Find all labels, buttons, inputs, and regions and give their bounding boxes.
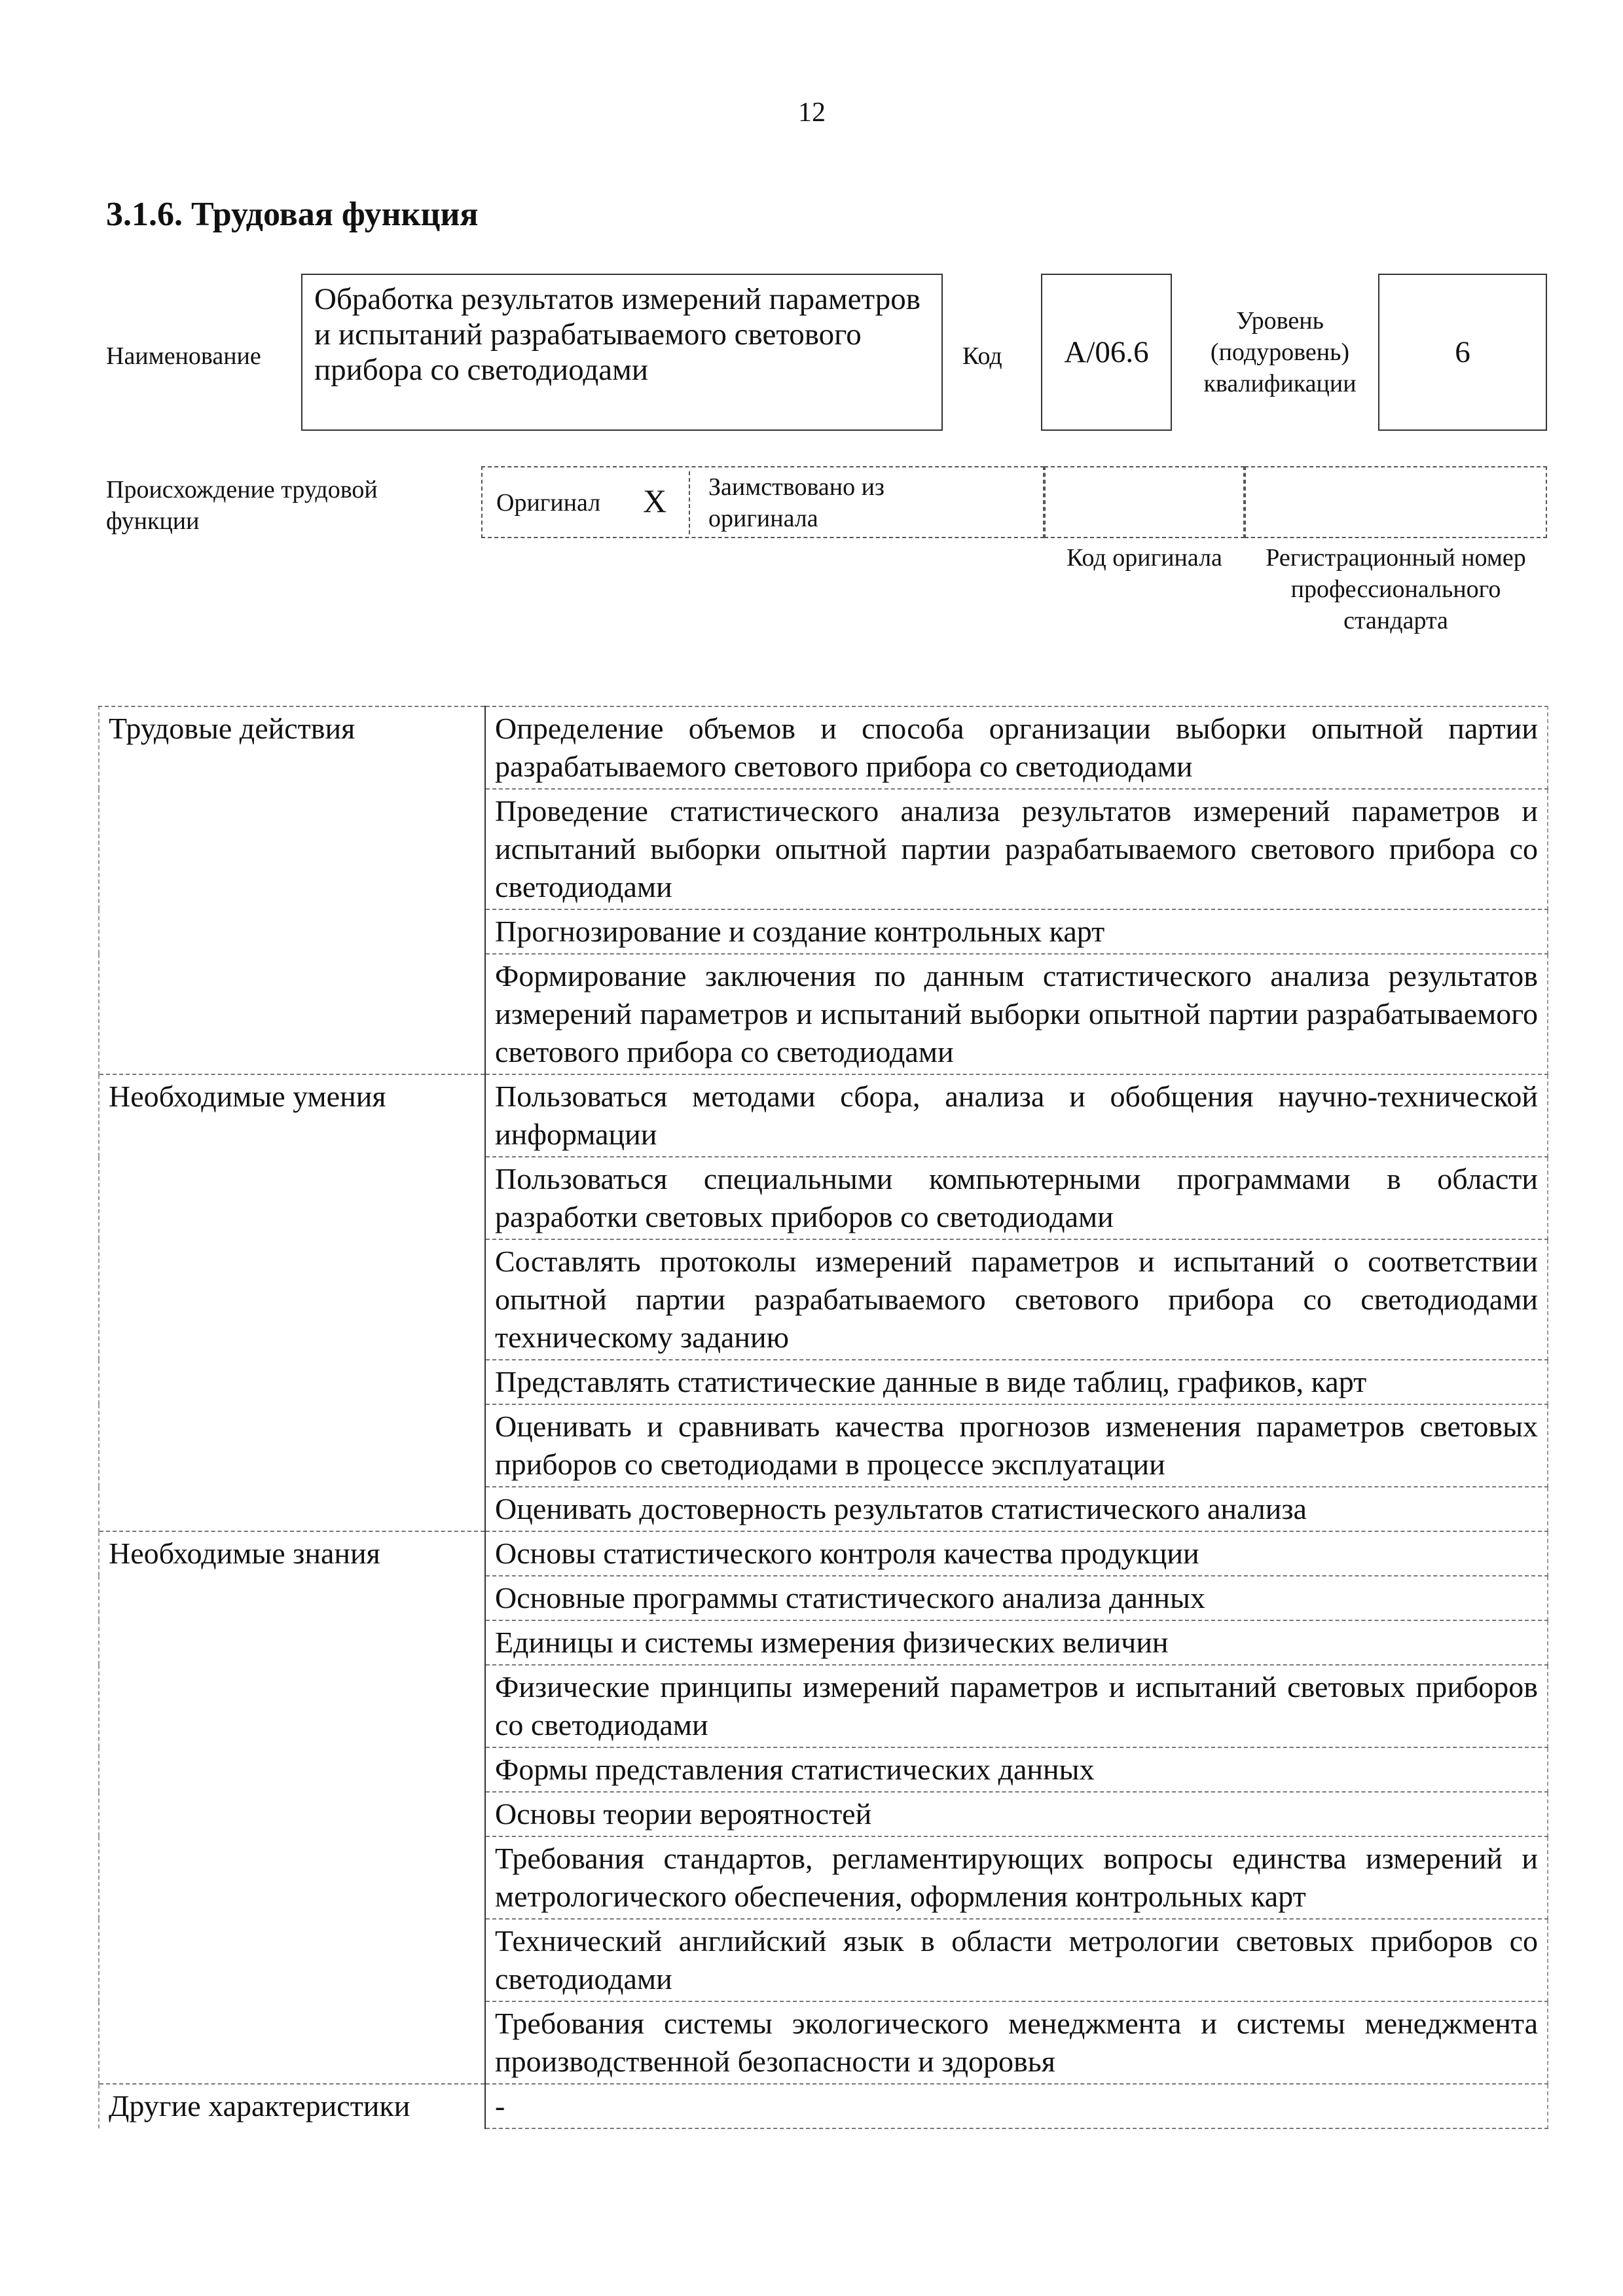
origin-label: Происхождение трудовой функции [106, 476, 378, 535]
reg-number-caption: Регистрационный номер профессионального стандарта [1266, 544, 1526, 634]
section-item: Формы представления статистических данных [485, 1747, 1548, 1792]
section-item: Составлять протоколы измерений параметров и испытаний о соответствии опытной партии разрабатываемого светового прибора со светодиодами техническому заданию [485, 1239, 1548, 1360]
table-row [99, 706, 1548, 789]
name-label: Наименование [106, 342, 261, 370]
level-value: 6 [1455, 335, 1470, 369]
code-original-box [1044, 466, 1245, 538]
section-label: Другие характеристики [99, 2084, 485, 2128]
page-number: 12 [798, 98, 826, 128]
qualification-level-label: Уровень (подуровень) квалификации [1203, 307, 1357, 397]
section-item: Пользоваться специальными компьютерными программами в области разработки световых приборов со светодиодами [485, 1157, 1548, 1239]
section-item: Пользоваться методами сбора, анализа и обобщения научно-технической информации [485, 1074, 1548, 1157]
code-original-caption: Код оригинала [1067, 544, 1222, 572]
section-item: Требования системы экологического менеджмента и системы менеджмента производственной безопасности и здоровья [485, 2001, 1548, 2084]
section-item: Основы статистического контроля качества продукции [485, 1531, 1548, 1576]
section-item: Проведение статистического анализа результатов измерений параметров и испытаний выборки опытной партии разрабатываемого светового прибора со светодиодами [485, 789, 1548, 909]
section-item: Требования стандартов, регламентирующих вопросы единства измерений и метрологического обеспечения, оформления контрольных карт [485, 1836, 1548, 1919]
code-box [1041, 274, 1172, 431]
original-mark: X [643, 483, 667, 519]
section-item: Оценивать и сравнивать качества прогнозов изменения параметров световых приборов со светодиодами в процессе эксплуатации [485, 1404, 1548, 1487]
section-item: Определение объемов и способа организации выборки опытной партии разрабатываемого светового прибора со светодиодами [485, 706, 1548, 789]
borrowed-label: Заимствовано из оригинала [708, 473, 884, 532]
level-box [1378, 274, 1547, 431]
section-item: Основные программы статистического анализа данных [485, 1576, 1548, 1620]
table-row [99, 1531, 1548, 1576]
section-item: - [485, 2084, 1548, 2128]
function-name-box [301, 274, 943, 431]
code-label: Код [962, 342, 1002, 370]
section-label: Трудовые действия [99, 706, 485, 1074]
table-row [99, 1074, 1548, 1157]
code-value: А/06.6 [1064, 335, 1149, 369]
section-title: 3.1.6. Трудовая функция [106, 196, 479, 233]
section-item: Прогнозирование и создание контрольных карт [485, 909, 1548, 954]
section-item: Основы теории вероятностей [485, 1792, 1548, 1836]
section-label: Необходимые умения [99, 1074, 485, 1531]
reg-number-box [1245, 466, 1547, 538]
original-label: Оригинал [496, 489, 601, 517]
section-label: Необходимые знания [99, 1531, 485, 2084]
section-item: Технический английский язык в области метрологии световых приборов со светодиодами [485, 1919, 1548, 2001]
section-item: Физические принципы измерений параметров и испытаний световых приборов со светодиодами [485, 1665, 1548, 1747]
function-name: Обработка результатов измерений параметров и испытаний разрабатываемого светового прибора со светодиодами [314, 282, 921, 387]
origin-separator [689, 471, 690, 534]
table-row [99, 2084, 1548, 2128]
section-item: Формирование заключения по данным статистического анализа результатов измерений параметров и испытаний выборки опытной партии разрабатываемого светового прибора со светодиодами [485, 954, 1548, 1074]
section-item: Оценивать достоверность результатов статистического анализа [485, 1487, 1548, 1531]
function-details-table [98, 706, 1548, 2129]
section-item: Представлять статистические данные в виде таблиц, графиков, карт [485, 1360, 1548, 1404]
section-item: Единицы и системы измерения физических величин [485, 1620, 1548, 1665]
